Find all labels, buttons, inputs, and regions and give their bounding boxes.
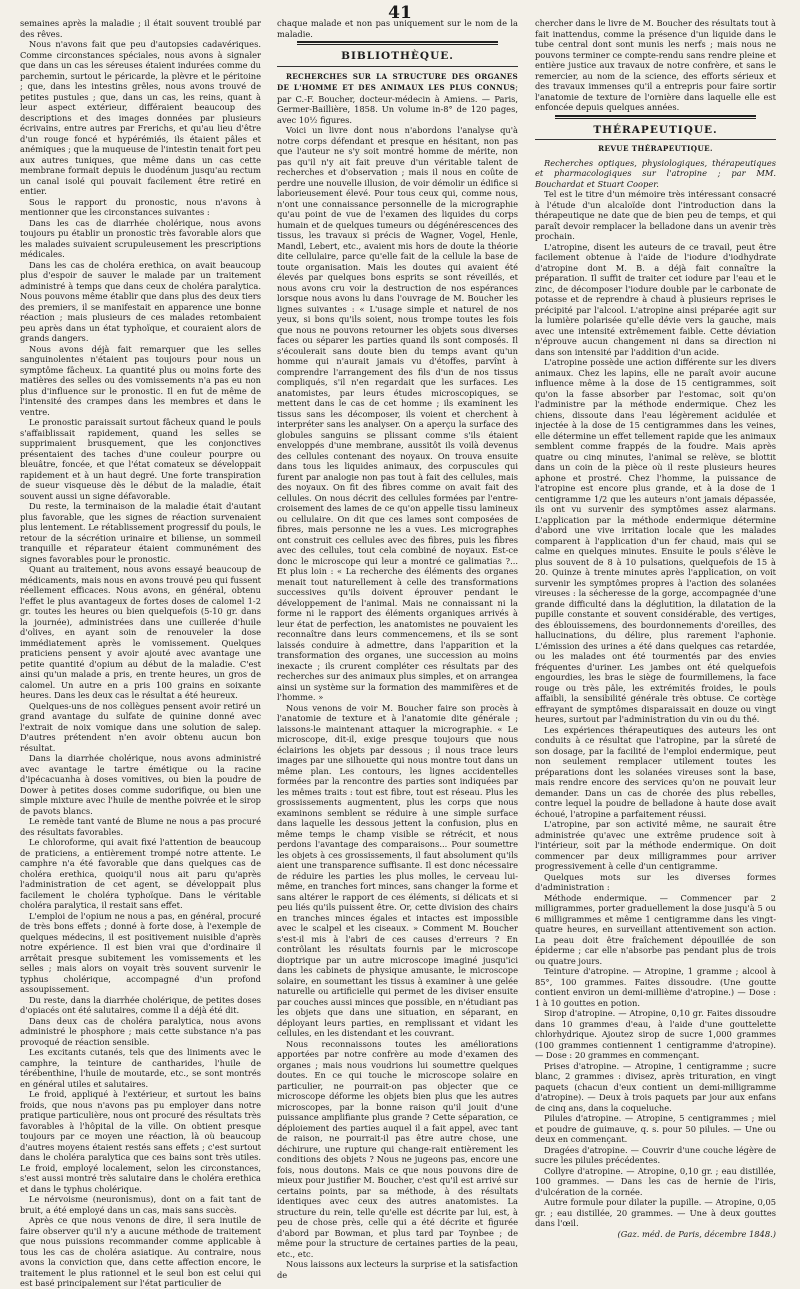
paragraph: Dragées d'atropine. — Couvrir d'une couche légère de sucre les pilules précédentes.	[535, 1144, 776, 1165]
paragraph: Quelques-uns de nos collègues pensent avoir retiré un grand avantage du sulfate de quinine donné avec l'extrait de noix vomique dans une solution de salep. D'autres prétendent n'en avoir obtenu aucun bon résultat.	[20, 700, 261, 753]
paragraph: Collyre d'atropine. — Atropine, 0,10 gr. ; eau distillée, 100 grammes. — Dans les cas de hernie de l'iris, d'ulcération de la cornée.	[535, 1165, 776, 1197]
paragraph: Quelques mots sur les diverses formes d'administration :	[535, 871, 776, 892]
paragraph: Nous laissons aux lecteurs la surprise et la satisfaction de	[277, 1259, 518, 1280]
book-reference	[277, 71, 518, 126]
column-right	[535, 18, 776, 1239]
paragraph: semaines après la maladie ; il était souvent troublé par des rêves.	[20, 18, 261, 39]
paragraph: Le nérvoisme (neuronismus), dont on a fait tant de bruit, a été employé dans un cas, mais sans succès.	[20, 1194, 261, 1215]
paragraph: Dans les cas de choléra erethica, on avait beaucoup plus d'espoir de sauver le malade par un traitement administré à temps que dans ceux de choléra paralytica. Nous pouvons même établir que dans plus des deux tiers des premiers, il se manifestait en apparence une bonne réaction ; mais plusieurs de ces malades retombaient peu après dans un état typhoïque, et couraient alors de grands dangers.	[20, 259, 261, 343]
section-rule	[555, 115, 756, 119]
divider	[535, 139, 776, 140]
paragraph: Les expériences thérapeutiques des auteurs les ont conduits à ce résultat que l'atropine, par la sûreté de son dosage, par la facilité de l'emploi endermique, peut non seulement remplacer utilement toutes les préparations dont les solanées vireuses sont la base, mais rendre encore des services qu'on ne pouvait leur demander. Dans un cas de chorée des plus rebelles, contre lequel la poudre de belladone à haute dose avait échoué, l'atropine a parfaitement réussi.	[535, 724, 776, 819]
paragraph: Le chloroforme, qui avait fixé l'attention de beaucoup de praticiens, a entièrement trompé notre attente. Le camphre n'a été favorable que dans quelques cas de choléra erethica, quoiqu'il nous ait paru qu'après l'administration de cet agent, se développait plus facilement le choléra typhoïque. Dans le véritable choléra paralytica, il restait sans effet.	[20, 837, 261, 910]
paragraph: Quant au traitement, nous avons essayé beaucoup de médicaments, mais nous en avons trouvé peu qui fussent réellement efficaces. Nous avons, en général, obtenu l'effet le plus avantageux de fortes doses de calomel 1-2 gr. toutes les heures ou bien quelquefois (5-10 gr. dans la journée), administrées dans une cuillerée d'huile d'olives, en ayant soin de renouveler la dose immédiatement après le vomissement. Quelques praticiens pensent y avoir ajouté avec avantage une petite quantité d'opium au début de la maladie. C'est ainsi qu'un malade a pris, en trente heures, un gros de calomel. Un autre en a pris 100 grains en soixante heures. Dans les deux cas le résultat a été heureux.	[20, 564, 261, 700]
paragraph: Voici un livre dont nous n'abordons l'analyse qu'à notre corps défendant et presque en hésitant, non pas que l'auteur ne s'y soit montré homme de mérite, non pas qu'il n'y ait fait preuve d'un véritable talent de recherches et d'observation ; mais il nous en coûte de perdre une nouvelle illusion, de voir démolir un édifice si laborieusement élevé. Pour tous ceux qui, comme nous, n'ont une connaissance personnelle de la micrographie qu'au point de vue de l'examen des liquides du corps humain et de quelques tumeurs ou dégénérescences des tissus, les travaux si précis de Wagner, Vogel, Henle, Mandl, Lebert, etc., avaient mis hors de doute la théorie dite cellulaire, parce qu'elle fait de la cellule la base de toute organisation. Mais les doutes qui avaient été élevés par quelques bons esprits se sont réveillés, et nous avons cru voir la destruction de nos espérances lorsque nous avons lu dans l'ouvrage de M. Boucher les lignes suivantes : « L'usage simple et naturel de nos yeux, si bons qu'ils soient, nous trompe toutes les fois que nous ne pouvons retourner les objets sous diverses faces ou séparer les parties quand ils sont composés. Il s'écoulerait sans doute bien du temps avant qu'un homme qui n'aurait jamais vu d'étoffes, parvînt à comprendre l'arrangement des fils d'un de nos tissus compliqués, s'il n'en regardait que les surfaces. Les anatomistes, par leurs études microscopiques, se mettent dans le cas de cet homme ; ils examinent les tissus sans les décomposer, ils voient et cherchent à interpréter sans les analyser. On a aperçu la surface des globules sanguins se plissant comme s'ils étaient enveloppés d'une membrane, aussitôt ils voilà devenus des cellules contenant des noyaux. On trouva ensuite dans tous les liquides animaux, des corpuscules qui furent par analogie non pas tout à fait des cellules, mais des noyaux. On fit des fibres comme on avait fait des cellules. On nous décrit des cellules formées par l'entre-croisement des lames de ce qu'on appelle tissu lamineux ou cellulaire. On dit que ces lames sont composées de fibres, mais personne ne les a vues. Les micrographes ont construit ces cellules avec des fibres, puis les fibres avec des cellules, tout cela combiné de noyaux. Est-ce donc le microscope qui leur a montré ce galimatias ?... Et plus loin : « La recherche des éléments des organes menait tout naturellement à celle des transformations successives qu'ils doivent éprouver pendant le développement de l'animal. Mais ne connaissant ni la forme ni le rapport des éléments organiques arrivés à leur état de perfection, les anatomistes ne pouvaient les reconnaître dans leurs commencemens, et ils se sont laissés conduire à admettre, dans l'apparition et la transformation des organes, une succession au moins inexacte ; ils crurent compléter ces résultats par des recherches sur des animaux plus simples, et on arrangea ainsi un système sur la formation des mammifères et de l'homme. »	[277, 125, 518, 702]
paragraph: L'atropine, par son activité même, ne saurait être administrée qu'avec une extrême prudence soit à l'intérieur, soit par la méthode endermique. On doit commencer par deux milligrammes pour arriver progressivement à celle d'un centigramme.	[535, 819, 776, 871]
paragraph: Le remède tant vanté de Blume ne nous a pas procuré des résultats favorables.	[20, 816, 261, 837]
paragraph: Nous n'avons fait que peu d'autopsies cadavériques. Comme circonstances spéciales, nous avons à signaler que dans un cas les séreuses étaient indurées comme du parchemin, surtout le péricarde, la plèvre et le péritoine ; que, dans les intestins grêles, nous avons trouvé de petites pustules ; que, dans un cas, les reins, quant à leur aspect extérieur, différaient beaucoup des descriptions et des images données par plusieurs écrivains, entre autres par Frerichs, et qu'au lieu d'être d'un rouge foncé et hypérémiés, ils étaient pâles et anémiques ; que la muqueuse de l'intestin tenait fort peu aux autres tuniques, que même dans un cas cette membrane formait depuis le duodénum jusqu'au rectum un canal isolé qui pouvait facilement être retiré en entier.	[20, 39, 261, 196]
paragraph: Les excitants cutanés, tels que des liniments avec le camphre, la teinture de cantharides, l'huile de térébenthine, l'huile de moutarde, etc., se sont montrés en général utiles et salutaires.	[20, 1047, 261, 1089]
paragraph: Nous venons de voir M. Boucher faire son procès à l'anatomie de texture et à l'anatomie dite générale ; laissons-le maintenant attaquer la micrographie. « Le microscope, dit-il, exige presque toujours que nous éclairions les objets par dessous ; il nous trace leurs images par une silhouette qui nous montre tout dans un même plan. Les contours, les lignes accidentelles formées par la rencontre des parties sont indiquées par les mêmes traits : tout est fibre, tout est réseau. Plus les grossissements augmentent, plus les corps que nous examinons semblent se réduire à une simple surface dans laquelle les dessous jettent la confusion, plus en même temps le champ visible se rétrécit, et nous perdons l'avantage des comparaisons... Pour soumettre les objets à ces grossissements, il faut absolument qu'ils aient une transparence suffisante. Il est donc nécessaire de réduire les parties les plus molles, le cerveau lui-même, en tranches fort minces, sans changer la forme et sans altérer le rapport de ces éléments, si délicats et si peu liés qu'ils puissent être. Or, cette division des chairs en tranches minces égales et intactes est impossible avec le scalpel et les ciseaux. » Comment M. Boucher s'est-il mis à l'abri de ces causes d'erreurs ? En contrôlant les résultats fournis par le microscope dioptrique par un autre microscope imaginé jusqu'ici dans les cabinets de physique amusante, le microscope solaire, en soumettant les tissus à examiner à une gelée naturelle ou artificielle qui permet de les diviser ensuite par couches aussi minces que possible, en n'étudiant pas les objets que dans une situation, en séparant, en déployant leurs parties, en remplissant et vidant les cellules, en les distendant et les couvrant.	[277, 702, 518, 1038]
paragraph: Nous avons déjà fait remarquer que les selles sanguinolentes n'étaient pas toujours pour nous un symptôme fâcheux. La quantité plus ou moins forte des matières des selles ou des vomissements n'a pas eu non plus d'influence sur le pronostic. Il en fut de même de l'intensité des crampes dans les membres et dans le ventre.	[20, 343, 261, 417]
paragraph: Du reste, dans la diarrhée cholérique, de petites doses d'opiacés ont été salutaires, comme il a déjà été dit.	[20, 994, 261, 1015]
divider	[277, 66, 518, 67]
page-number: 41	[388, 3, 412, 23]
book-publication: ; par C.-F. Boucher, docteur-médecin à Amiens. — Paris, Germer-Baillière, 1858. Un volume in-8° de 120 pages, avec 10½ figures.	[277, 82, 518, 125]
section-rule	[297, 41, 498, 45]
paragraph: Dans la diarrhée cholérique, nous avons administré avec avantage le tartre émétique ou la racine d'ipécacuanha à doses vomitives, ou bien la poudre de Dower à petites doses comme sudorifique, ou bien une simple mixture avec l'huile de menthe poivrée et le sirop de pavots blancs.	[20, 753, 261, 816]
paragraph: Sirop d'atropine. — Atropine, 0,10 gr. Faites dissoudre dans 10 grammes d'eau, à l'aide d'une gouttelette chlorhydrique. Ajoutez sirop de sucre 1,000 grammes (100 grammes contiennent 1 centigramme d'atropine). — Dose : 20 grammes en commençant.	[535, 1008, 776, 1060]
paragraph: Teinture d'atropine. — Atropine, 1 gramme ; alcool à 85°, 100 grammes. Faites dissoudre. (Une goutte contient environ un demi-millième d'atropine.) — Dose : 1 à 10 gouttes en potion.	[535, 966, 776, 1008]
paragraph: chaque malade et non pas uniquement sur le nom de la maladie.	[277, 18, 518, 39]
column-middle	[277, 18, 518, 1280]
paragraph: Le pronostic paraissait surtout fâcheux quand le pouls s'affaiblissait rapidement, quand les selles se supprimaient brusquement, que les conjonctives présentaient des taches d'une couleur pourpre ou bleuâtre, foncée, et que l'état comateux se développait rapidement et à un haut degré. Une forte transpiration de sueur visqueuse dès le début de la maladie, était souvent aussi un signe défavorable.	[20, 417, 261, 501]
source-citation: (Gaz. méd. de Paris, décembre 1848.)	[617, 1228, 776, 1239]
paragraph: Nous reconnaissons toutes les améliorations apportées par notre confrère au mode d'examen des organes ; mais nous voudrions lui soumettre quelques doutes. En ce qui touche le microscope solaire en particulier, ne pourrait-on pas objecter que ce microscope déforme les objets bien plus que les autres microscopes, par la bonne raison qu'il jouit d'une puissance amplifiante plus grande ? Cette séparation, ce déploiement des parties auquel il a fait appel, avec tant de raison, ne pourrait-il pas être autre chose, une déchirure, une rupture qui change-rait entièrement les conditions des objets ? Nous ne jugeons pas, encore une fois, nous doutons. Mais ce que nous pouvons dire de mieux pour justifier M. Boucher, c'est qu'il est arrivé sur certains points, par sa méthode, à des résultats identiques avec ceux des autres anatomistes. La structure du rein, telle qu'elle est décrite par lui, est, à peu de chose près, celle qui a été décrite et figurée d'abord par Bowman, et plus tard par Toynbee ; de même pour la structure de certaines parties de la peau, etc., etc.	[277, 1038, 518, 1259]
paragraph: Prises d'atropine. — Atropine, 1 centigramme ; sucre blanc, 2 grammes : divisez, après trituration, en vingt paquets (chacun d'eux contient un demi-milligramme d'atropine). — Deux à trois paquets par jour aux enfans de cinq ans, dans la coqueluche.	[535, 1060, 776, 1113]
paragraph: L'atropine possède une action différente sur les divers animaux. Chez les lapins, elle ne paraît avoir aucune influence même à la dose de 15 centigrammes, soit qu'on la fasse absorber par l'estomac, soit qu'on l'administre par la méthode endermique. Chez les chiens, dissoute dans l'eau légèrement acidulée et injectée à la dose de 15 centigrammes dans les veines, elle détermine un effet tellement rapide que les animaux semblent comme frappés de la foudre. Mais après quatre ou cinq minutes, l'animal se relève, se blottit dans un coin de la pièce où il reste plusieurs heures aphone et prostré. Chez l'homme, la puissance de l'atropine est encore plus grande, et à la dose de 1 centigramme 1/2 que les auteurs n'ont jamais dépassée, ils ont vu survenir des symptômes assez alarmans. L'application par la méthode endermique détermine d'abord une vive irritation locale que les malades comparent à l'application d'un fer chaud, mais qui se calme en quelques minutes. Ensuite le pouls s'élève le plus souvent de 8 à 10 pulsations, quelquefois de 15 à 20. Quinze à trente minutes après l'application, on voit survenir les symptômes propres à l'action des solanées vireuses : la sécheresse de la gorge, accompagnée d'une grande difficulté dans la déglutition, la dilatation de la pupille constante et souvent considérable, des vertiges, des éblouissemens, des bourdonnements d'oreilles, des hallucinations, du délire, plus rarement l'aphonie. L'émission des urines a été dans quelques cas retardée, ou les malades ont été tourmentés par des envies fréquentes d'uriner. Les jambes ont été quelquefois engourdies, les bras le siège de fourmillemens, la face rouge ou très pâle, les extrémités froides, le pouls affaibli, la sensibilité générale très obtuse. Ce cortège effrayant de symptômes disparaissait en douze ou vingt heures, surtout par l'administration du vin ou du thé.	[535, 357, 776, 724]
paragraph: chercher dans le livre de M. Boucher des résultats tout à fait inattendus, comme la présence d'un liquide dans le tube central dont sont munis les nerfs ; mais nous ne pouvons terminer ce compte-rendu sans rendre pleine et entière justice aux travaux de notre confrère, et sans le remercier, au nom de la science, des efforts sérieux et des travaux immenses qu'il a entrepris pour faire sortir l'anatomie de texture de l'ornière dans laquelle elle est enfoncée depuis quelques années.	[535, 18, 776, 112]
paragraph: Autre formule pour dilater la pupille. — Atropine, 0,05 gr. ; eau distillée, 20 grammes. — Une à deux gouttes dans l'œil.	[535, 1197, 776, 1228]
paragraph: Tel est le titre d'un mémoire très intéressant consacré à l'étude d'un alcaloïde dont l'introduction dans la thérapeutique ne date que de bien peu de temps, et qui paraît devoir remplacer la belladone dans un avenir très prochain.	[535, 189, 776, 241]
section-title-therapeutique: THÉRAPEUTIQUE.	[593, 123, 718, 136]
article-reference: Recherches optiques, physiologiques, thérapeutiques et pharmacologiques sur l'atropine ; par MM. Bouchardat et Stuart Cooper.	[535, 157, 776, 189]
paragraph: Le froid, appliqué à l'extérieur, et surtout les bains froids, que nous n'avons pas pu employer dans notre pratique particulière, nous ont procuré des résultats très favorables à l'hôpital de la ville. On obtient presque toujours par ce moyen une réaction, là où beaucoup d'autres moyens étaient restés sans effets ; c'est surtout dans le choléra paralytica que ces bains sont très utiles. Le froid, employé localement, selon les circonstances, s'est aussi montré très salutaire dans le choléra erethica et dans le typhus cholérique.	[20, 1089, 261, 1194]
paragraph: Sous le rapport du pronostic, nous n'avons à mentionner que les circonstances suivantes :	[20, 196, 261, 217]
paragraph: Du reste, la terminaison de la maladie était d'autant plus favorable, que les signes de réaction survenaient plus lentement. Le rétablissement progressif du pouls, le retour de la sécrétion urinaire et biliense, un sommeil tranquille et réparateur étaient communément des signes favorables pour le pronostic.	[20, 501, 261, 564]
paragraph: Pilules d'atropine. — Atropine, 5 centigrammes ; miel et poudre de guimauve, q. s. pour 50 pilules. — Une ou deux en commençant.	[535, 1113, 776, 1144]
section-title-bibliotheque: BIBLIOTHÈQUE.	[341, 50, 454, 62]
paragraph: Méthode endermique. — Commencer par 2 milligrammes, porter graduellement la dose jusqu'à 5 ou 6 milligrammes et même 1 centigramme dans les vingt-quatre heures, en surveillant attentivement son action. La peau doit être fraîchement dépouillée de son épiderme ; car elle n'absorbe pas pendant plus de trois ou quatre jours.	[535, 892, 776, 966]
subsection-title: REVUE THÉRAPEUTIQUE.	[598, 144, 713, 153]
paragraph: L'emploi de l'opium ne nous a pas, en général, procuré de très bons effets ; donné à forte dose, à l'exemple de quelques médecins, il est positivement nuisible d'après notre expérience. Il est bien vrai que d'ordinaire il arrêtait presque subitement les vomissements et les selles ; mais alors on voyait très souvent survenir le typhus cholérique, accompagné d'un profond assoupissement.	[20, 910, 261, 994]
paragraph: L'atropine, disent les auteurs de ce travail, peut être facilement obtenue à l'aide de l'iodure d'iodhydrate d'atropine dont M. B. a déjà fait connaître la préparation. Il suffit de traiter cet iodure par l'eau et le zinc, de décomposer l'iodure double par le carbonate de potasse et de reprendre à chaud à plusieurs reprises le précipité par l'alcool. L'atropine ainsi préparée agit sur la lumière polarisée qu'elle dévie vers la gauche, mais avec une intensité extrêmement faible. Cette déviation n'éprouve aucun changement ni dans sa direction ni dans son intensité par l'addition d'un acide.	[535, 241, 776, 357]
book-heading: RECHERCHES SUR LA STRUCTURE DES ORGANES DE L'HOMME ET DES ANIMAUX LES PLUS CONNUS	[277, 71, 518, 92]
paragraph: Dans les cas de diarrhée cholérique, nous avons toujours pu établir un pronostic très favorable alors que les malades suivaient scrupuleusement les prescriptions médicales.	[20, 217, 261, 259]
column-left	[20, 18, 261, 1288]
paragraph: Dans deux cas de choléra paralytica, nous avons administré le phosphore ; mais cette substance n'a pas provoqué de réaction sensible.	[20, 1015, 261, 1047]
paragraph: Après ce que nous venons de dire, il sera inutile de faire observer qu'il n'y a aucune méthode de traitement que nous puissions recommander comme applicable à tous les cas de choléra asiatique. Au contraire, nous avons la conviction que, dans cette affection encore, le traitement le plus rationnel et le seul bon est celui qui est basé principalement sur l'état particulier de	[20, 1215, 261, 1288]
